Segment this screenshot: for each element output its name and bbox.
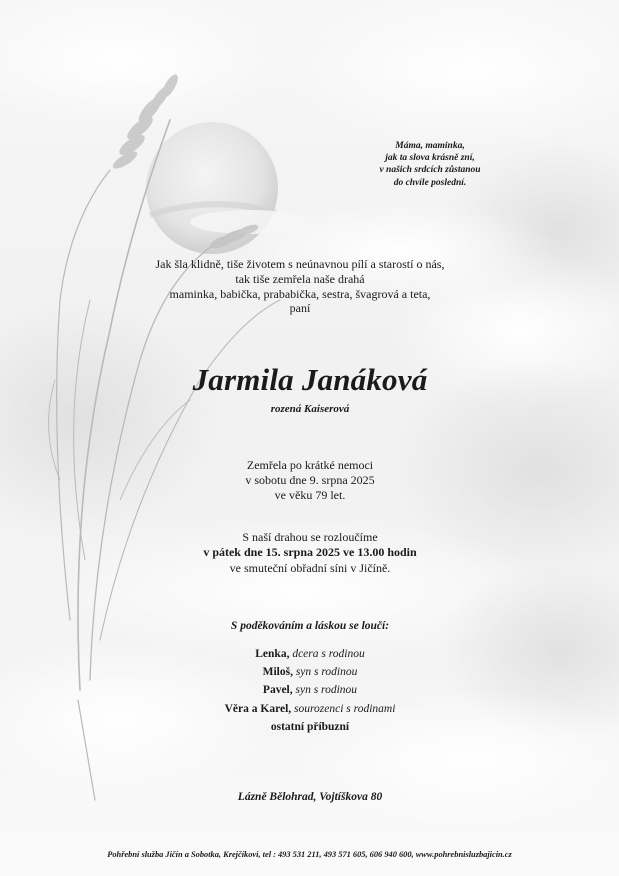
mourner-name: Věra a Karel, (224, 702, 292, 715)
motto-line: Máma, maminka, (395, 141, 465, 151)
mourners-list (130, 645, 490, 736)
mourner-relation: sourozenci s rodinami (294, 702, 396, 715)
mourner-name: Miloš, (262, 666, 293, 679)
mourner-entry (130, 718, 490, 736)
mourner-entry (130, 700, 490, 718)
mourner-entry (130, 681, 490, 699)
motto-line: jak ta slova krásně zní, (385, 153, 475, 164)
mourner-name: Pavel, (262, 684, 293, 697)
intro-line: paní (289, 301, 311, 316)
intro-line: Jak šla klidně, tiše životem s neúnavnou pílí a starostí o nás, (155, 257, 445, 271)
deceased-name: Jarmila Janáková (192, 362, 428, 397)
family-address: Lázně Bělohrad, Vojtíškova 80 (237, 791, 383, 803)
mourner-relation: syn s rodinou (295, 666, 358, 679)
mourner-entry (130, 645, 490, 663)
mourner-entry (130, 663, 490, 681)
motto-poem (340, 140, 520, 189)
mourner-relation: dcera s rodinou (292, 648, 365, 660)
farewell-heading: S poděkováním a láskou se loučí: (230, 620, 390, 632)
maiden-name: rozená Kaiserová (270, 403, 350, 415)
mourner-name: ostatní příbuzní (270, 720, 350, 733)
death-line: ve věku 79 let. (274, 488, 346, 503)
intro-line: maminka, babička, prababička, sestra, švagrová a teta, (169, 286, 431, 301)
death-line: v sobotu dne 9. srpna 2025 (245, 473, 375, 488)
death-details (170, 458, 450, 504)
funeral-date-time: v pátek dne 15. srpna 2025 ve 13.00 hodin (203, 545, 417, 560)
mourner-name: Lenka, (255, 648, 290, 660)
funeral-place: ve smuteční obřadní síni v Jičíně. (229, 560, 391, 575)
motto-line: do chvíle poslední. (393, 177, 467, 188)
funeral-line: S naší drahou se rozloučíme (242, 530, 378, 544)
intro-line: tak tiše zemřela naše drahá (235, 271, 365, 286)
funeral-details (130, 530, 490, 576)
intro-text (120, 257, 480, 316)
motto-line: v našich srdcích zůstanou (379, 165, 481, 176)
mourner-relation: syn s rodinou (295, 684, 358, 697)
funeral-service-footer: Pohřební služba Jičín a Sobotka, Krejčíkovi, tel : 493 531 211, 493 571 605, 606 940 600, www.pohrebnisluzbajicin.cz (107, 850, 512, 859)
death-line: Zemřela po krátké nemoci (246, 458, 374, 472)
